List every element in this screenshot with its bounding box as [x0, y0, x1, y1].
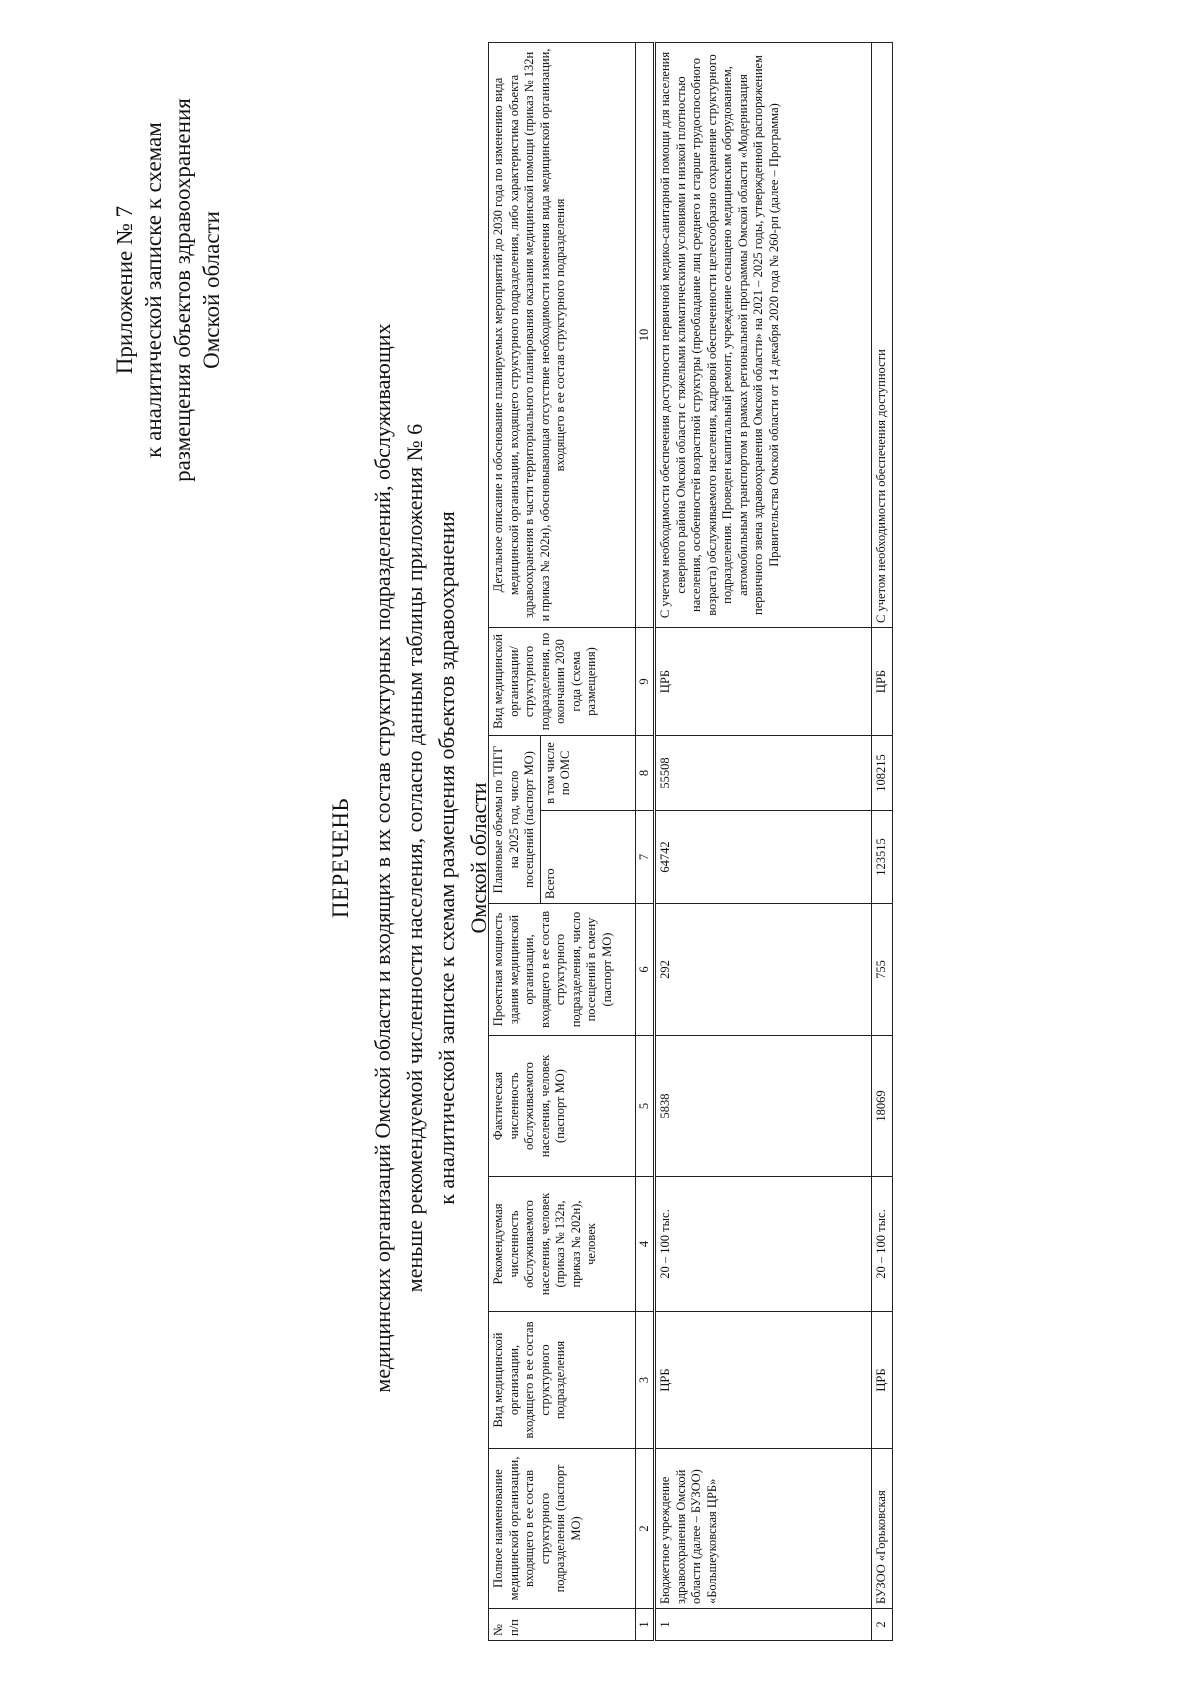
design-capacity: 292 [655, 904, 872, 1036]
title-line: Омской области [466, 782, 491, 934]
appendix-block [110, 75, 226, 505]
table-row [655, 42, 872, 1640]
column-number: 1 [635, 1609, 655, 1641]
header-cell-oms: в том числе по ОМС [540, 735, 635, 810]
header-cell-description: Детальное описание и обоснование планируемых мероприятий до 2030 года по изменению вида медицинской организации, входящего структурного подразделения, либо характеристика объекта здравоохранения в части территориального планирования оказания медицинской помощи (приказ № 132н и приказ № 202н), обосновывающая отсутствие необходимости изменения вида медицинской организации, входящего в ее состав структурного подразделения [489, 42, 636, 627]
appendix-title: Приложение № 7 [112, 205, 137, 375]
planned-oms: 55508 [655, 735, 872, 810]
planned-total: 64742 [655, 811, 872, 904]
column-number: 10 [635, 42, 655, 627]
header-cell-type: Вид медицинской организации, входящего в ее состав структурного подразделения [489, 1312, 636, 1449]
column-number: 4 [635, 1177, 655, 1312]
planned-oms: 108215 [872, 735, 893, 810]
title-heading: ПЕРЕЧЕНЬ [328, 797, 353, 919]
actual-population: 5838 [655, 1036, 872, 1177]
appendix-line: к аналитической записке к схемам [141, 122, 166, 458]
description: С учетом необходимости обеспечения доступности [872, 42, 893, 627]
table-header-row [489, 42, 541, 1640]
header-cell-capacity: Проектная мощность здания медицинской организации, входящего в ее состав структурного подразделения, число посещений в смену (паспорт МО) [489, 904, 636, 1036]
column-numbers-row [635, 42, 655, 1640]
row-number: 1 [655, 1609, 872, 1641]
title-line: медицинских организаций Омской области и входящих в их состав структурных подразделений, обслуживающих [370, 323, 395, 1393]
appendix-line: Омской области [199, 211, 224, 369]
type-2030: ЦРБ [872, 627, 893, 735]
organization-type: ЦРБ [872, 1312, 893, 1449]
column-number: 7 [635, 811, 655, 904]
column-number: 2 [635, 1449, 655, 1609]
organization-name: БУЗОО «Горьковская [872, 1449, 893, 1609]
description: С учетом необходимости обеспечения доступности первичной медико-санитарной помощи для населения северного района Омской области с тяжелыми климатическими условиями и низкой плотностью населения, особенностей возрастной структуры (преобладание лиц среднего и старше трудоспособного возраста) обслуживаемого населения, кадровой обеспеченности целесообразно сохранение структурного подразделения. Проведен капитальный ремонт, учреждение оснащено медицинским оборудованием, автомобильным транспортом в рамках региональной программы Омской области «Модернизация первичного звена здравоохранения Омской области» на 2021 – 2025 годы, утвержденной распоряжением Правительства Омской области от 14 декабря 2020 года № 260-рп (далее – Программа) [655, 42, 872, 627]
header-cell-number: № п/п [489, 1609, 636, 1641]
header-cell-actual: Фактическая численность обслуживаемого населения, человек (паспорт МО) [489, 1036, 636, 1177]
planned-total: 123515 [872, 811, 893, 904]
column-number: 8 [635, 735, 655, 810]
column-number: 5 [635, 1036, 655, 1177]
title-line: к аналитической записке к схемам размещения объектов здравоохранения [434, 511, 459, 1205]
type-2030: ЦРБ [655, 627, 872, 735]
header-cell-recommended: Рекомендуемая численность обслуживаемого населения, человек (приказ № 132н, приказ № 202н), человек [489, 1177, 636, 1312]
header-cell-planned-volumes: Плановые объемы по ТПГГ на 2025 год, число посещений (паспорт МО) [489, 735, 541, 903]
organization-type: ЦРБ [655, 1312, 872, 1449]
organizations-table [488, 42, 893, 1641]
title-line: меньше рекомендуемой численности населения, согласно данным таблицы приложения № 6 [402, 423, 427, 1293]
document-title [325, 233, 495, 1483]
recommended-population: 20 – 100 тыс. [872, 1177, 893, 1312]
column-number: 3 [635, 1312, 655, 1449]
actual-population: 18069 [872, 1036, 893, 1177]
column-number: 9 [635, 627, 655, 735]
recommended-population: 20 – 100 тыс. [655, 1177, 872, 1312]
header-cell-name: Полное наименование медицинской организации, входящего в ее состав структурного подразделения (паспорт МО) [489, 1449, 636, 1609]
header-cell-total: Всего [540, 811, 635, 904]
organization-name: Бюджетное учреждение здравоохранения Омской области (далее – БУЗОО) «Большеуковская ЦРБ» [655, 1449, 872, 1609]
header-cell-type-2030: Вид медицинской организации/ структурного подразделения, по окончании 2030 года (схема размещения) [489, 627, 636, 735]
table-row [872, 42, 893, 1640]
appendix-line: размещения объектов здравоохранения [170, 98, 195, 482]
column-number: 6 [635, 904, 655, 1036]
row-number: 2 [872, 1609, 893, 1641]
design-capacity: 755 [872, 904, 893, 1036]
